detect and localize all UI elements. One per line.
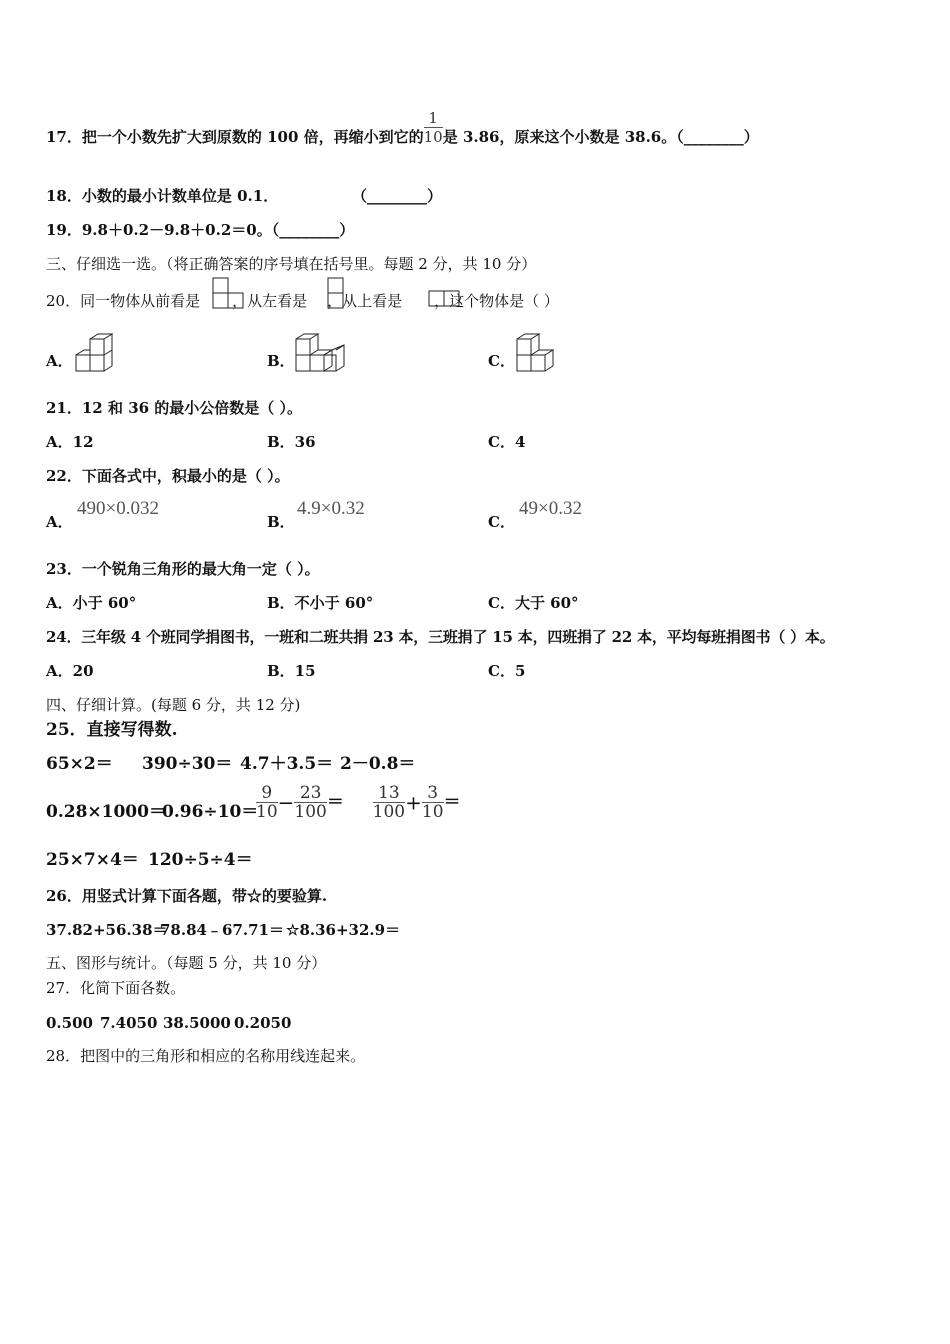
- q17: [46, 108, 759, 147]
- q22-option-c-label[interactable]: C．: [488, 513, 515, 531]
- q25-frac-9-10: [256, 784, 278, 821]
- q25-f1-den: 10: [256, 802, 278, 822]
- q21-option-c[interactable]: C．4: [488, 433, 526, 451]
- q24: 24．三年级 4 个班同学捐图书，一班和二班共捐 23 本，三班捐了 15 本，四班捐了 22 本，平均每班捐图书（ ）本。: [46, 628, 835, 646]
- q20-part2: ，从左看是: [232, 292, 308, 310]
- section-4-heading: 四、仔细计算。(每题 6 分，共 12 分): [46, 696, 301, 714]
- q25-op1: −: [277, 790, 295, 815]
- q22-option-b-expr: 4.9×0.32: [297, 498, 365, 519]
- q23-option-a[interactable]: A．小于 60°: [46, 594, 137, 612]
- q28-title: 28．把图中的三角形和相应的名称用线连起来。: [46, 1047, 366, 1065]
- q18-answer-paren: （________）: [352, 187, 443, 205]
- q17-frac-den: 10: [423, 127, 443, 146]
- q23-option-c[interactable]: C．大于 60°: [488, 594, 579, 612]
- q25-f3-den: 100: [372, 802, 406, 822]
- q25-op2: +: [405, 790, 422, 815]
- q20-option-b[interactable]: B．: [267, 352, 295, 370]
- q25-f4-den: 10: [421, 802, 444, 822]
- q23: 23．一个锐角三角形的最大角一定（ ）。: [46, 560, 320, 578]
- q25-f2-num: 23: [294, 784, 326, 803]
- q22-option-a-expr: 490×0.032: [77, 498, 159, 519]
- q24-option-b[interactable]: B．15: [267, 662, 316, 680]
- q25-r1-3: 4.7＋3.5＝: [240, 754, 334, 774]
- section-5-heading: 五、图形与统计。（每题 5 分，共 10 分）: [46, 954, 327, 972]
- q27-item-3: 38.5000: [163, 1014, 231, 1032]
- q27-item-4: 0.2050: [234, 1014, 292, 1032]
- q22-option-a-label[interactable]: A．: [46, 513, 73, 531]
- q19: 19．9.8＋0.2－9.8＋0.2＝0。（________）: [46, 221, 355, 239]
- q17-text-pre: 17．把一个小数先扩大到原数的 100 倍，再缩小到它的: [46, 128, 424, 146]
- q24-option-c[interactable]: C．5: [488, 662, 526, 680]
- q20-part3: ，从上看是: [327, 292, 403, 310]
- q26-item-3: ☆8.36+32.9＝: [286, 921, 401, 939]
- q22: 22．下面各式中，积最小的是（ ）。: [46, 467, 290, 485]
- q25-r1-4: 2－0.8＝: [340, 754, 416, 774]
- q18-text: 18．小数的最小计数单位是 0.1．: [46, 187, 279, 205]
- q27-title: 27．化简下面各数。: [46, 979, 186, 997]
- q25-r2-1: 0.28×1000＝: [46, 802, 166, 822]
- q20-part4: ，这个物体是（ ）: [434, 292, 559, 310]
- q20-front-view-figure: [212, 276, 246, 310]
- q27-item-2: 7.4050: [100, 1014, 158, 1032]
- q25-f3-num: 13: [373, 784, 405, 803]
- q25-r1-2: 390÷30＝: [142, 754, 233, 774]
- q25-r3-2: 120÷5÷4＝: [148, 850, 253, 870]
- q20-option-a[interactable]: A．: [46, 352, 73, 370]
- q25-r3-1: 25×7×4＝: [46, 850, 139, 870]
- q25-f2-den: 100: [294, 802, 327, 822]
- q20-option-a-figure: [74, 333, 118, 375]
- q26-item-2: 78.84﹣67.71＝: [160, 921, 284, 939]
- q25-frac-13-100: [373, 784, 405, 821]
- q17-text-post: 是 3.86，原来这个小数是 38.6。（________）: [442, 128, 759, 146]
- q17-fraction: [424, 109, 443, 146]
- q20-left-view-figure: [326, 276, 346, 310]
- q25-title: 25．直接写得数.: [46, 720, 178, 740]
- q26-title: 26．用竖式计算下面各题，带☆的要验算.: [46, 887, 328, 905]
- q18: [46, 186, 278, 206]
- q26-item-1: 37.82+56.38＝: [46, 921, 168, 939]
- q20: [46, 291, 559, 311]
- q25-frac-23-100: [294, 784, 326, 821]
- q21-option-b[interactable]: B．36: [267, 433, 316, 451]
- q20-top-view-figure: [428, 290, 462, 308]
- q20-option-c-figure: [515, 333, 559, 375]
- q25-f1-num: 9: [256, 784, 278, 803]
- section-3-heading: 三、仔细选一选。（将正确答案的序号填在括号里。每题 2 分，共 10 分）: [46, 255, 537, 273]
- q22-option-c-expr: 49×0.32: [519, 498, 582, 519]
- q25-fraction-expression: [256, 784, 461, 821]
- q25-frac-3-10: [422, 784, 444, 821]
- q21: 21．12 和 36 的最小公倍数是（ ）。: [46, 399, 303, 417]
- q20-part1: 20．同一物体从前看是: [46, 292, 201, 310]
- q27-item-1: 0.500: [46, 1014, 93, 1032]
- q25-f4-num: 3: [422, 784, 444, 803]
- q25-eq2: ＝: [443, 792, 461, 813]
- q25-eq1: ＝: [326, 792, 344, 813]
- q21-option-a[interactable]: A．12: [46, 433, 94, 451]
- q25-r2-2: 0.96÷10＝: [162, 802, 259, 822]
- q20-option-c[interactable]: C．: [488, 352, 515, 370]
- q25-r1-1: 65×2＝: [46, 754, 113, 774]
- q20-option-b-figure: [294, 333, 348, 375]
- q24-option-a[interactable]: A．20: [46, 662, 94, 680]
- q22-option-b-label[interactable]: B．: [267, 513, 295, 531]
- q17-frac-num: 1: [424, 109, 443, 128]
- q23-option-b[interactable]: B．不小于 60°: [267, 594, 374, 612]
